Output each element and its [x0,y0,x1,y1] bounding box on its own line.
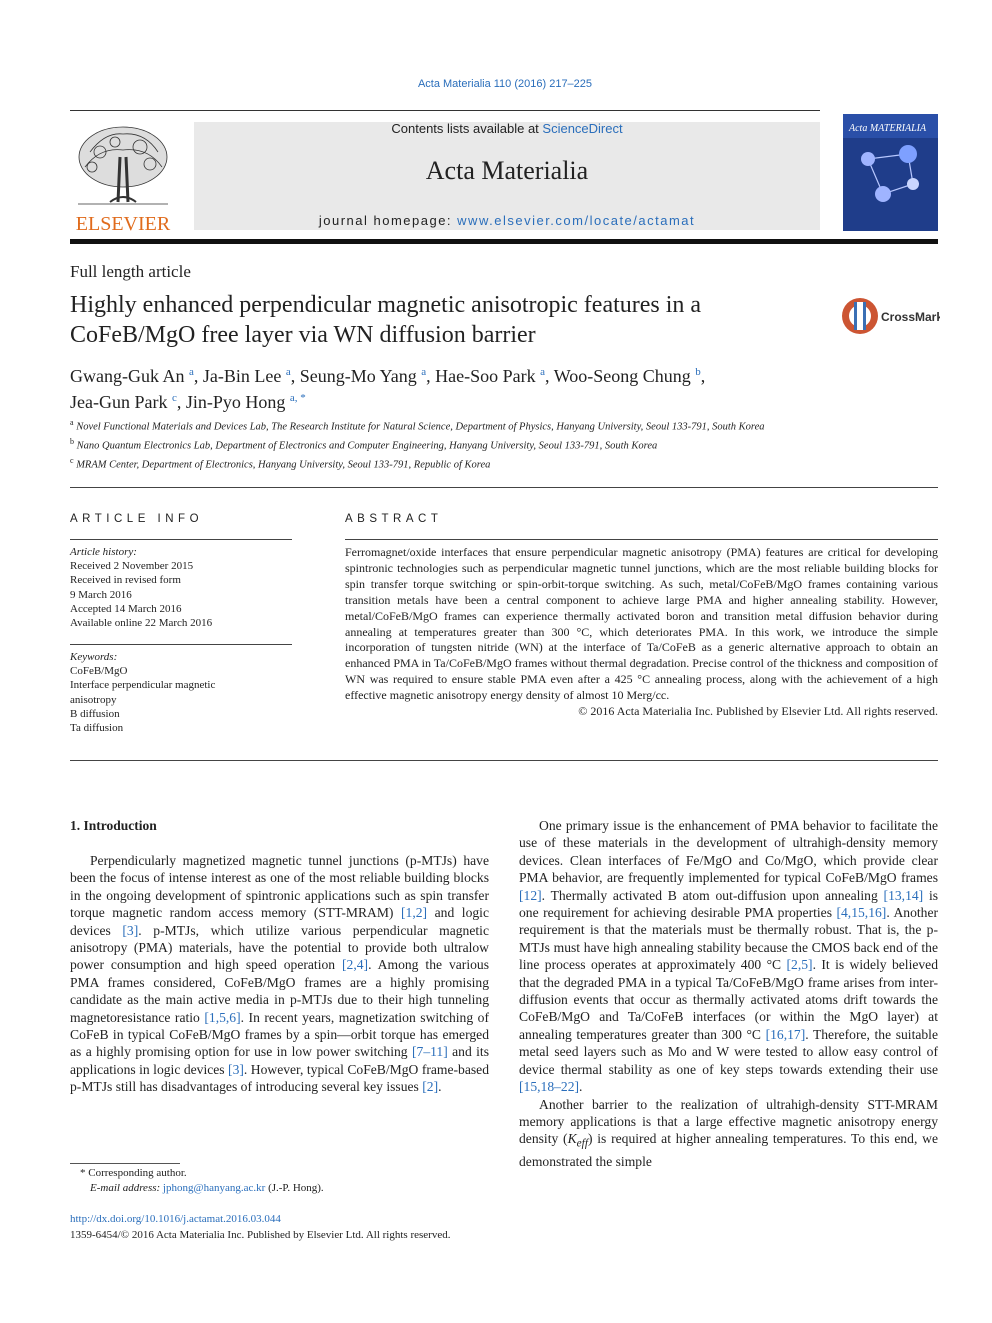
footnote-rule [70,1163,180,1164]
text-run: . Thermally activated B atom out-diffusion upon annealing [541,887,884,903]
history-item: 9 March 2016 [70,588,132,601]
article-info-heading: ARTICLE INFO [70,513,204,525]
author-list [70,361,830,413]
homepage-prefix: journal homepage: [318,213,458,228]
author-name[interactable]: Woo-Seong Chung [553,366,691,386]
text-run: . p-MTJs, which utilize various perpendicular magnetic anisotropy (PMA) materials, have the potential to provide both ultralow power consumption and high speed operation [70,922,489,973]
keyword-item: Ta diffusion [70,722,124,735]
author-affiliation-marker[interactable]: a [189,366,194,378]
paragraph [70,852,489,1096]
keywords-list [70,664,292,735]
crossmark-button[interactable] [840,296,940,336]
email-label: E-mail address: [90,1182,161,1194]
author-name[interactable]: Seung-Mo Yang [299,366,417,386]
affiliation-item [70,454,830,473]
math-symbol: K [567,1131,577,1147]
affiliation-item [70,435,830,454]
text-run: is one requirement for achieving desirable PMA properties [519,887,939,921]
svg-text:ELSEVIER: ELSEVIER [75,213,171,234]
citation-link[interactable]: [2,4] [342,957,369,973]
doi-link[interactable]: http://dx.doi.org/10.1016/j.actamat.2016.03.044 [70,1213,281,1225]
elsevier-logo [70,122,176,234]
citation-link[interactable]: [13,14] [883,887,924,903]
corresponding-author-footnote: * Corresponding author. E-mail address: jphong@hanyang.ac.kr (J.-P. Hong). [80,1167,324,1194]
keyword-item: anisotropy [70,693,117,706]
issn-line: 1359-6454/© 2016 Acta Materialia Inc. Published by Elsevier Ltd. All rights reserved. [70,1229,451,1241]
history-item: Available online 22 March 2016 [70,617,213,630]
paragraph [519,1096,938,1171]
divider-rule [70,760,938,761]
affiliation-key: b [70,437,74,446]
keyword-item: Interface perpendicular magnetic [70,679,216,692]
math-subscript: eff [576,1138,588,1151]
email-suffix: (J.-P. Hong). [265,1182,324,1194]
keywords-block [70,650,292,735]
author-separator: , [700,366,706,386]
text-run: Perpendicularly magnetized magnetic tunnel junctions (p-MTJs) have been the focus of intense interest as one of the most reliable building blocks in the ongoing development of spintronic applications such as spin transfer torque magnetic random access memory (STT-MRAM) [70,853,489,921]
body-column-right [519,817,938,1171]
affiliation-list [70,416,830,473]
citation-link[interactable]: [7–11] [412,1044,448,1060]
abstract-text: Ferromagnet/oxide interfaces that ensure perpendicular magnetic anisotropy (PMA) features are critical for developing spintronic technologies such as perpendicular magnetic tunnel junctions, which are the most reliable building blocks for spin transfer torque switching or spin-orbit-torque switching. As such, metal/CoFeB/MgO frames containing various transition metals have been a central component to achieve large PMA and higher annealing stability. However, metal/CoFeB/MgO frames can experience thermally activated boron and transition metal diffusion behavior during annealing at temperatures greater than 300 °C, which deteriorates PMA. In this work, we introduce the simple incorporation of tungsten nitride (WN) at the interface of Ta/CoFeB as a generic alternative approach to obtain an enhanced PMA in Ta/CoFeB/MgO frames without thermal degradation. Precise control of the thickness and composition of WN was required to ensure stable PMA even after a 425 °C annealing process, along with the achievement of a high effective magnetic anisotropy energy density of almost 10 Merg/cc. [345,545,938,703]
keyword-item: CoFeB/MgO [70,665,128,678]
elsevier-tree-icon [70,122,176,234]
section-heading-introduction: 1. Introduction [70,818,157,833]
citation-link[interactable]: [3] [228,1061,244,1077]
abstract-block [345,545,938,720]
keyword-item: B diffusion [70,707,120,720]
citation-link[interactable]: [3] [122,922,139,938]
text-run: and logic devices [70,905,489,938]
history-label: Article history: [70,546,137,558]
author-affiliation-marker[interactable]: a [421,366,427,378]
body-column-left [70,852,489,1096]
divider-rule [70,644,292,645]
citation-link[interactable]: [15,18–22] [519,1079,580,1095]
text-run: ) is required at higher annealing temperatures. To this end, we demonstrated the simple [519,1131,938,1170]
text-run: . Among the various PMA frames considered, CoFeB/MgO frames are a highly promising candidate as the main active media in p-MTJs due to their high tunneling magnetoresistance ratio [70,957,489,1025]
crossmark-icon [840,296,940,336]
author-separator: , [426,366,436,386]
divider-rule [70,487,938,488]
citation-link[interactable]: [1,2] [401,905,428,921]
author-affiliation-marker[interactable]: a [540,366,546,378]
corresponding-label: Corresponding author. [88,1167,187,1179]
citation-link[interactable]: [2] [422,1079,439,1095]
author-separator: , [545,366,554,386]
doi-block [70,1211,570,1243]
header-rule [70,110,820,111]
author-affiliation-marker[interactable]: b [695,366,701,378]
email-link[interactable]: jphong@hanyang.ac.kr [162,1182,266,1194]
author-name[interactable]: Gwang-Guk An [70,366,185,386]
article-type: Full length article [70,262,191,281]
citation-link[interactable]: [4,15,16] [836,905,887,921]
author-name[interactable]: Ja-Bin Lee [202,366,282,386]
keywords-label: Keywords: [70,651,118,663]
affiliation-text: Novel Functional Materials and Devices Lab, The Research Institute for Natural Science, Department of Physics, Hanyang University, Seoul 133-791, South Korea [76,421,765,433]
journal-reference-link[interactable]: Acta Materialia 110 (2016) 217–225 [417,78,593,90]
journal-name: Acta Materialia [425,156,589,185]
affiliation-key: a [70,418,74,427]
text-run: One primary issue is the enhancement of PMA behavior to facilitate the use of these materials in the development of ultrahigh-density memory devices. Clean interfaces of Fe/MgO and Co/MgO, which provide clear PMA behavior, are frequently implemented for typical CoFeB/MgO frames [519,818,938,886]
homepage-link[interactable]: www.elsevier.com/locate/actamat [457,213,696,228]
affiliation-key: c [70,456,74,465]
divider-rule [70,539,292,540]
text-run: . Another requirement is that the materials must be thermally robust. That is, the p-MTJs must have high annealing stability because the CMOS back end of the line process operates at approximately 400 °C [519,905,938,973]
text-run: Another barrier to the realization of ultrahigh-density STT-MRAM memory applications is that a large effective magnetic anisotropy energy density ( [519,1096,938,1147]
author-name[interactable]: Jea-Gun Park [70,392,168,412]
author-affiliation-marker[interactable]: a, * [289,392,306,404]
affiliation-text: MRAM Center, Department of Electronics, Hanyang University, Seoul 133-791, Republic of Korea [76,459,491,471]
svg-text:Acta MATERIALIA: Acta MATERIALIA [849,123,927,134]
abstract-heading: ABSTRACT [345,513,443,525]
text-run: . However, typical CoFeB/MgO frame-based p-MTJs still has disadvantages of introducing several key issues [70,1061,489,1095]
divider-rule [345,539,938,540]
paragraph [519,817,938,1096]
text-run: . Therefore, the suitable metal seed layers such as Mo and W were tested to allow easy control of device thermal stability as one of key steps towards extending their use [519,1026,938,1077]
affiliation-item [70,416,830,435]
history-list [70,559,292,630]
text-run: . It is widely believed that the degraded PMA in a typical Ta/CoFeB/MgO frame arises from inter-diffusion events that occur as thermally activated atoms drift towards the CoFeB/MgO and Ta/CoFeB interfaces (or within the MgO layer) at annealing temperatures greater than 300 °C [519,957,939,1042]
text-run: . [579,1079,583,1095]
citation-link[interactable]: [16,17] [765,1026,806,1042]
contents-prefix: Contents lists available at [391,121,543,136]
header-thick-rule [70,239,938,244]
author-affiliation-marker[interactable]: c [171,392,177,404]
author-name[interactable]: Hae-Soo Park [435,366,536,386]
text-run: . [438,1079,442,1095]
abstract-copyright: © 2016 Acta Materialia Inc. Published by Elsevier Ltd. All rights reserved. [578,704,938,719]
author-separator: , [290,366,300,386]
sciencedirect-link[interactable]: ScienceDirect [542,121,623,136]
author-name[interactable]: Jin-Pyo Hong [185,392,286,412]
author-separator: , [193,366,203,386]
journal-cover-image[interactable] [843,114,938,231]
author-separator: , [176,392,186,412]
citation-link[interactable]: [2,5] [786,957,813,973]
contents-line [194,121,820,136]
homepage-line [194,213,820,228]
text-run: . In recent years, magnetization switching of CoFeB in typical CoFeB/MgO frames by a spin—orbit torque has emerged as a highly promising option for use in low power switching [70,1009,489,1060]
affiliation-text: Nano Quantum Electronics Lab, Department of Electronics and Computer Engineering, Hanyang University, Seoul 133-791, South Korea [76,440,658,452]
cover-graphic [843,114,938,231]
svg-text:CrossMark: CrossMark [881,310,940,324]
history-item: Received 2 November 2015 [70,560,194,573]
text-run: and its applications in logic devices [70,1044,489,1077]
article-title: Highly enhanced perpendicular magnetic anisotropic features in a CoFeB/MgO free layer via WN diffusion barrier [70,292,702,348]
history-item: Accepted 14 March 2016 [70,602,182,615]
article-history [70,545,292,630]
history-item: Received in revised form [70,574,181,587]
author-affiliation-marker[interactable]: a [285,366,291,378]
citation-link[interactable]: [12] [519,887,542,903]
citation-link[interactable]: [1,5,6] [204,1009,241,1025]
